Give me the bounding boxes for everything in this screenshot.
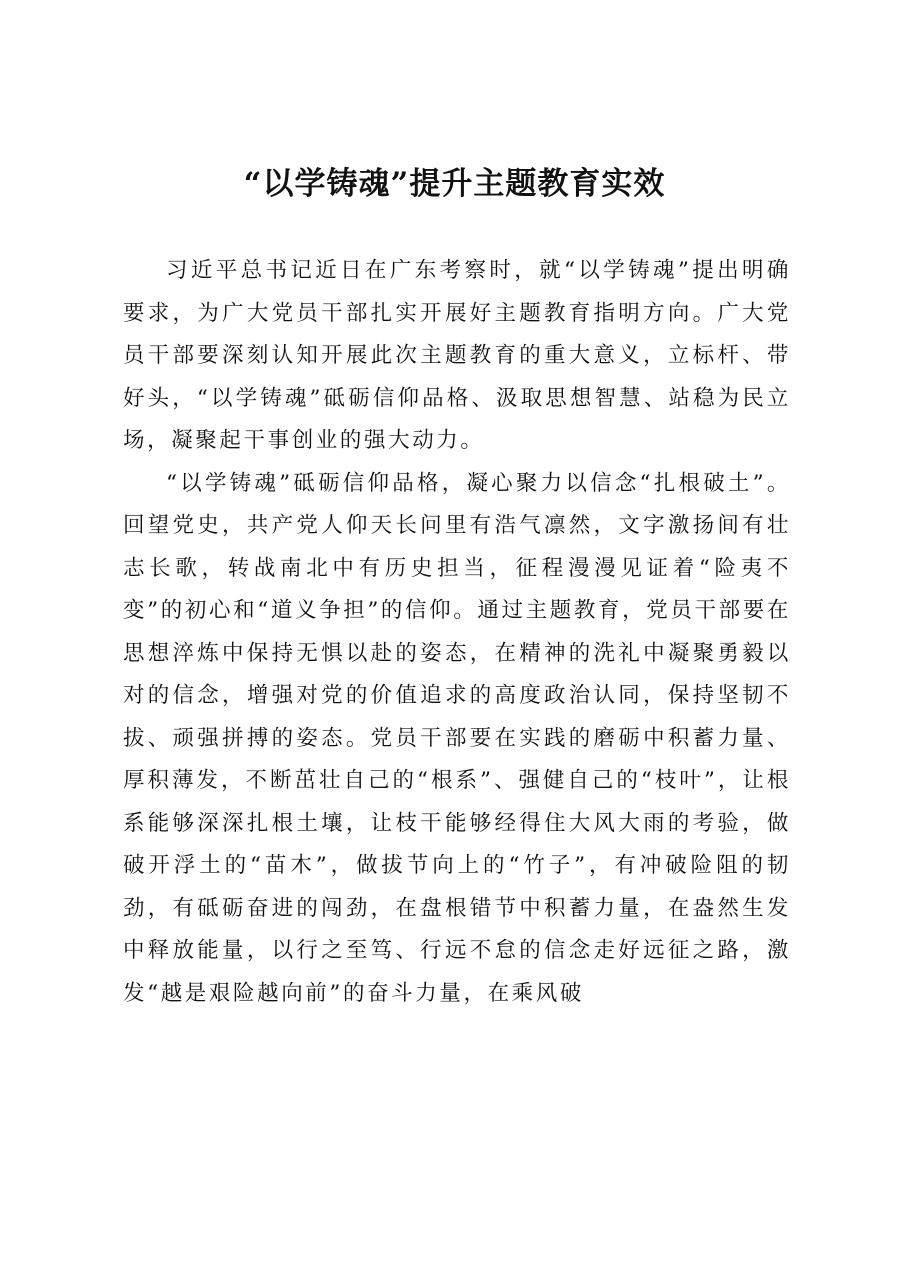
document-title: “以学铸魂”提升主题教育实效 xyxy=(243,166,666,202)
document-body xyxy=(123,250,791,1015)
paragraph-2: “以学铸魂”砥砺信仰品格，凝心聚力以信念“扎根破土”。回望党史，共产党人仰天长问里有浩气凛然，文字激扬间有壮志长歌，转战南北中有历史担当，征程漫漫见证着“险夷不变”的初心和“道义争担”的信仰。通过主题教育，党员干部要在思想淬炼中保持无惧以赴的姿态，在精神的洗礼中凝聚勇毅以对的信念，增强对党的价值追求的高度政治认同，保持坚韧不拔、顽强拼搏的姿态。党员干部要在实践的磨砺中积蓄力量、厚积薄发，不断茁壮自己的“根系”、强健自己的“枝叶”，让根系能够深深扎根土壤，让枝干能够经得住大风大雨的考验，做破开浮土的“苗木”，做拔节向上的“竹子”，有冲破险阻的韧劲，有砥砺奋进的闯劲，在盘根错节中积蓄力量，在盎然生发中释放能量，以行之至笃、行远不怠的信念走好远征之路，激发“越是艰险越向前”的奋斗力量，在乘风破 xyxy=(123,470,791,1006)
paragraph-1: 习近平总书记近日在广东考察时，就“以学铸魂”提出明确要求，为广大党员干部扎实开展好主题教育指明方向。广大党员干部要深刻认知开展此次主题教育的重大意义，立标杆、带好头，“以学铸魂”砥砺信仰品格、汲取思想智慧、站稳为民立场，凝聚起干事创业的强大动力。 xyxy=(123,258,791,453)
